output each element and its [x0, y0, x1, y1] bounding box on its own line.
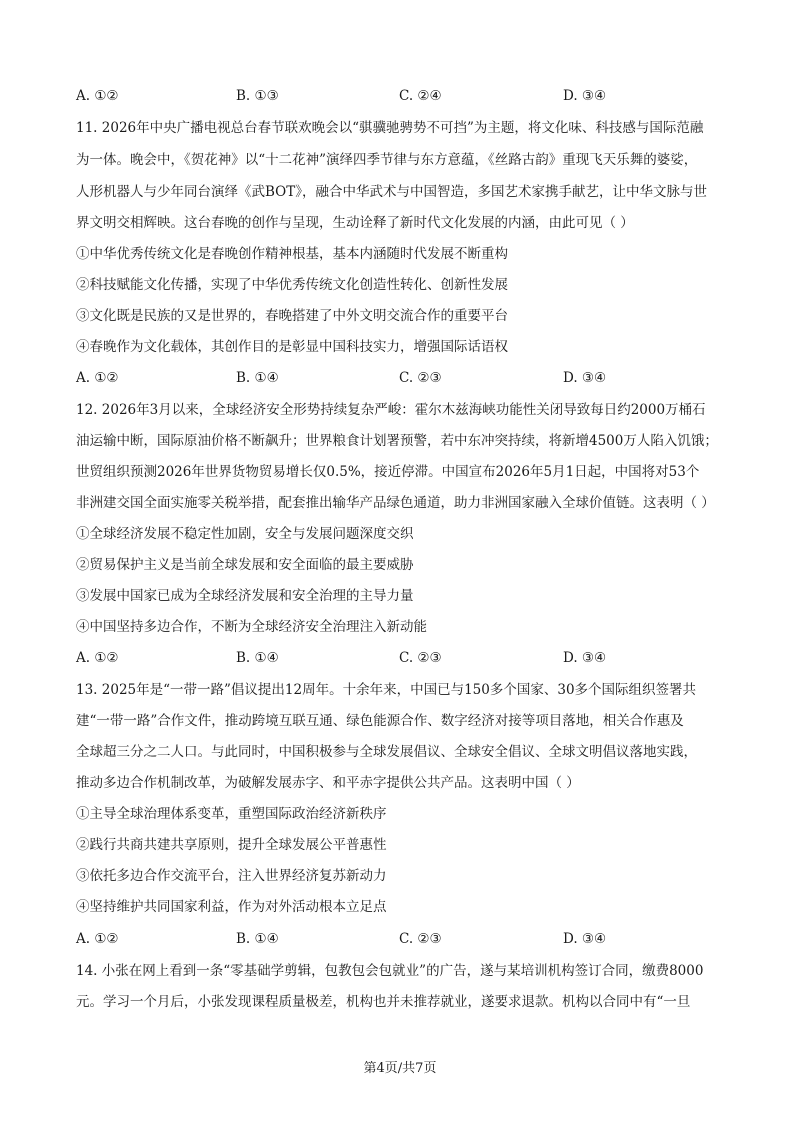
option-c: C. ②④ [399, 88, 442, 104]
q13-item-2: ②践行共商共建共享原则，提升全球发展公平普惠性 [76, 837, 387, 853]
q11-options [76, 368, 726, 388]
q12-options [76, 648, 726, 668]
q13-item-3: ③依托多边合作交流平台，注入世界经济复苏新动力 [76, 868, 387, 884]
option-a: A. ①② [76, 370, 119, 386]
q11-item-1: ①中华优秀传统文化是春晚创作精神根基，基本内涵随时代发展不断重构 [76, 246, 508, 262]
q12-stem-line-3: 世贸组织预测2026年世界货物贸易增长仅0.5%，接近停滞。中国宣布2026年5月1日起，中国将对53个 [76, 464, 700, 480]
q13-item-4: ④坚持维护共同国家利益，作为对外活动根本立足点 [76, 899, 387, 915]
q11-stem-line-2: 为一体。晚会中，《贺花神》以“十二花神”演绎四季节律与东方意蕴，《丝路古韵》重现飞天乐舞的婆娑， [76, 152, 698, 168]
q13-stem-line-2: 建“一带一路”合作文件，推动跨境互联互通、绿色能源合作、数字经济对接等项目落地，相关合作惠及 [76, 713, 684, 729]
q11-item-3: ③文化既是民族的又是世界的，春晚搭建了中外文明交流合作的重要平台 [76, 308, 508, 324]
q13-stem-line-3: 全球超三分之二人口。与此同时，中国积极参与全球发展倡议、全球安全倡议、全球文明倡议落地实践， [76, 744, 697, 760]
q12-item-3: ③发展中国家已成为全球经济发展和安全治理的主导力量 [76, 588, 414, 604]
option-b: B. ①④ [236, 650, 279, 666]
options-row-top [76, 86, 726, 106]
q12-stem-line-1: 12. 2026年3月以来，全球经济安全形势持续复杂严峻：霍尔木兹海峡功能性关闭导致每日约2000万桶石 [76, 402, 706, 418]
q12-item-1: ①全球经济发展不稳定性加剧，安全与发展问题深度交织 [76, 526, 414, 542]
q12-stem-line-4: 非洲建交国全面实施零关税举措，配套推出输华产品绿色通道，助力非洲国家融入全球价值链。这表明（ ） [76, 495, 715, 511]
option-d: D. ③④ [563, 88, 607, 104]
option-d: D. ③④ [563, 650, 607, 666]
q11-stem-line-3: 人形机器人与少年同台演绎《武BOT》，融合中华武术与中国智造，多国艺术家携手献艺，让中华文脉与世 [76, 184, 707, 200]
q12-item-4: ④中国坚持多边合作，不断为全球经济安全治理注入新动能 [76, 619, 427, 635]
option-c: C. ②③ [399, 931, 442, 947]
q11-stem-line-1: 11. 2026年中央广播电视总台春节联欢晚会以“骐骥驰骋势不可挡”为主题，将文化味、科技感与国际范融 [76, 120, 704, 136]
q13-stem-line-4: 推动多边合作机制改革，为破解发展赤字、和平赤字提供公共产品。这表明中国（ ） [76, 775, 580, 791]
q14-stem-line-2: 元。学习一个月后，小张发现课程质量极差，机构也并未推荐就业，遂要求退款。机构以合同中有“一旦 [76, 994, 691, 1010]
option-c: C. ②③ [399, 650, 442, 666]
q14-stem-line-1: 14. 小张在网上看到一条“零基础学剪辑，包教包会包就业”的广告，遂与某培训机构签订合同，缴费8000 [76, 963, 704, 979]
q11-item-4: ④春晚作为文化载体，其创作目的是彰显中国科技实力，增强国际话语权 [76, 339, 508, 355]
q11-stem-line-4: 界文明交相辉映。这台春晚的创作与呈现，生动诠释了新时代文化发展的内涵，由此可见（ ） [76, 215, 634, 231]
q13-options [76, 929, 726, 949]
option-b: B. ①④ [236, 931, 279, 947]
q13-stem-line-1: 13. 2025年是“一带一路”倡议提出12周年。十余年来，中国已与150多个国家、30多个国际组织签署共 [76, 682, 697, 698]
q12-stem-line-2: 油运输中断，国际原油价格不断飙升；世界粮食计划署预警，若中东冲突持续，将新增4500万人陷入饥饿； [76, 433, 718, 449]
option-b: B. ①④ [236, 370, 279, 386]
page-number-footer: 第4页/共7页 [363, 1061, 437, 1076]
option-c: C. ②③ [399, 370, 442, 386]
q11-item-2: ②科技赋能文化传播，实现了中华优秀传统文化创造性转化、创新性发展 [76, 277, 508, 293]
q13-item-1: ①主导全球治理体系变革，重塑国际政治经济新秩序 [76, 806, 387, 822]
option-b: B. ①③ [236, 88, 279, 104]
option-a: A. ①② [76, 931, 119, 947]
q12-item-2: ②贸易保护主义是当前全球发展和安全面临的最主要威胁 [76, 557, 414, 573]
option-a: A. ①② [76, 650, 119, 666]
option-a: A. ①② [76, 88, 119, 104]
option-d: D. ③④ [563, 370, 607, 386]
option-d: D. ③④ [563, 931, 607, 947]
